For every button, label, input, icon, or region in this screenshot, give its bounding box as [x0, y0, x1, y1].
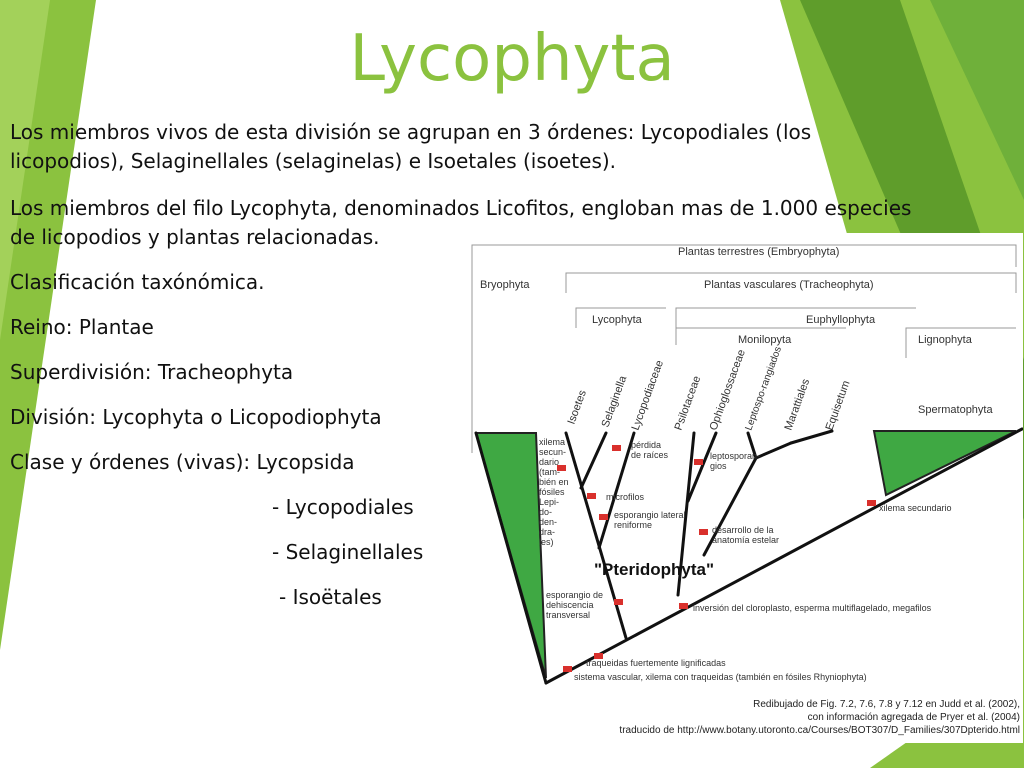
taxon-equisetum: Equisetum	[823, 379, 853, 433]
marker-inversion-cloroplasto	[679, 603, 688, 609]
note-xilema-secundario-left: xilema secun-dario (tam-bién en fósiles Lepi-do-den-dra-les)	[539, 437, 569, 547]
note-inversion-cloroplasto: inversión del cloroplasto, esperma multiflagelado, megafilos	[693, 603, 932, 613]
phylogeny-diagram	[466, 233, 1023, 743]
superdivision-line: Superdivisión: Tracheophyta	[10, 360, 294, 384]
taxon-marattiales: Marattiales	[782, 377, 813, 433]
taxon-psilotaceae: Psilotaceae	[672, 374, 704, 433]
label-lignophyta: Lignophyta	[918, 334, 972, 346]
clase-line: Clase y órdenes (vivas): Lycopsida	[10, 450, 355, 474]
marker-xilema-secundario-right	[867, 500, 876, 506]
marker-microfilos	[587, 493, 596, 499]
marker-esporangio-dehiscencia	[614, 599, 623, 605]
marker-esporangio-lateral	[599, 514, 608, 520]
label-bryophyta: Bryophyta	[480, 279, 530, 291]
phylogeny-figure	[466, 233, 1023, 743]
paragraph-species: Los miembros del filo Lycophyta, denominados Licofitos, engloban mas de 1.000 especies de licopodios y plantas relacionadas.	[10, 196, 912, 249]
credit-line-2: con información agregada de Pryer et al. (2004)	[807, 712, 1020, 723]
slide-title: Lycophyta	[349, 22, 675, 96]
reino-line: Reino: Plantae	[10, 315, 154, 339]
note-microfilos: microfilos	[606, 492, 645, 502]
division-line: División: Lycophyta o Licopodiophyta	[10, 405, 382, 429]
taxon-ophioglossaceae: Ophioglossaceae	[707, 348, 748, 433]
note-esporangio-lateral: esporangio lateral reniforme	[614, 510, 686, 530]
label-euphyllophyta: Euphyllophyta	[806, 314, 876, 326]
note-desarrollo-anatomia: desarrollo de la anatomía estelar	[712, 525, 780, 545]
label-monilopyta: Monilopyta	[738, 334, 792, 346]
note-traqueidas: traqueidas fuertemente lignificadas	[586, 658, 726, 668]
order-isoetales: - Isoëtales	[279, 585, 382, 609]
credit-line-1: Redibujado de Fig. 7.2, 7.6, 7.8 y 7.12 en Judd et al. (2002),	[753, 699, 1020, 710]
paragraph-orders: Los miembros vivos de esta división se agrupan en 3 órdenes: Lycopodiales (los licopodios), Selaginellales (selaginelas) e Isoetales (isoetes).	[10, 120, 812, 173]
classification-heading: Clasificación taxónómica.	[10, 270, 265, 294]
taxon-isoetes: Isoetes	[565, 388, 589, 427]
spermatophyta-clade-triangle	[874, 431, 1016, 495]
marker-perdida-raices	[612, 445, 621, 451]
note-sistema-vascular: sistema vascular, xilema con traqueidas (también en fósiles Rhyniophyta)	[574, 672, 867, 682]
note-perdida-raices: pérdida de raíces	[631, 440, 669, 460]
marker-leptosporangios	[694, 459, 703, 465]
credit-line-3: traducido de http://www.botany.utoronto.ca/Courses/BOT307/D_Families/307Dpterido.html	[619, 725, 1020, 736]
label-lycophyta: Lycophyta	[592, 314, 642, 326]
label-embryophyta: Plantas terrestres (Embryophyta)	[678, 246, 840, 258]
pteridophyta-label: "Pteridophyta"	[594, 560, 715, 579]
order-lycopodiales: - Lycopodiales	[272, 495, 414, 519]
taxon-lycopodiaceae: Lycopodiaceae	[629, 358, 666, 433]
taxon-selaginella: Selaginella	[599, 374, 630, 430]
label-spermatophyta: Spermatophyta	[918, 404, 993, 416]
label-tracheophyta: Plantas vasculares (Tracheophyta)	[704, 279, 874, 291]
note-xilema-secundario-right: xilema secundario	[879, 503, 952, 513]
order-selaginellales: - Selaginellales	[272, 540, 424, 564]
marker-desarrollo-anatomia	[699, 529, 708, 535]
note-esporangio-dehiscencia: esporangio de dehiscencia transversal	[546, 590, 604, 620]
marker-sistema-vascular	[563, 666, 572, 672]
note-leptosporangios: leptosporan-gios	[710, 451, 761, 471]
taxon-leptosporangiados: Leptospo-rangiados	[743, 345, 785, 433]
